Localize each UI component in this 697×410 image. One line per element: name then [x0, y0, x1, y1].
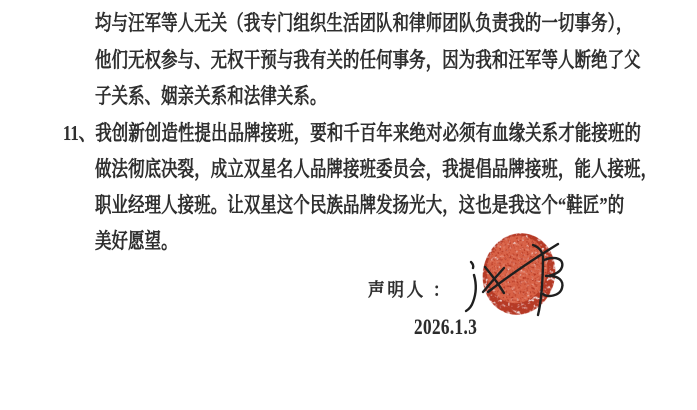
- signer-label: 声明人 ：: [368, 280, 453, 300]
- statement-line-3: 子关系、姻亲关系和法律关系。: [95, 84, 327, 108]
- statement-line-5: 做法彻底决裂，成立双星名人品牌接班委员会，我提倡品牌接班，能人接班，: [95, 157, 658, 181]
- thumbprint-stamp: [474, 226, 564, 322]
- statement-line-1: 均与汪军等人无关（我专门组织生活团队和律师团队负责我的一切事务），: [95, 11, 633, 35]
- statement-line-2: 他们无权参与、无权干预与我有关的任何事务，因为我和汪军等人断绝了父: [95, 48, 641, 72]
- signature-seal: [438, 226, 588, 322]
- statement-date: 2026.1.3: [414, 314, 478, 339]
- statement-line-6: 职业经理人接班。让双星这个民族品牌发扬光大，这也是我这个“鞋匠”的: [95, 193, 625, 217]
- statement-line-7: 美好愿望。: [95, 229, 178, 253]
- statement-line-4-item-11: 11、我创新创造性提出品牌接班，要和千百年来绝对必须有血缘关系才能接班的: [63, 121, 642, 145]
